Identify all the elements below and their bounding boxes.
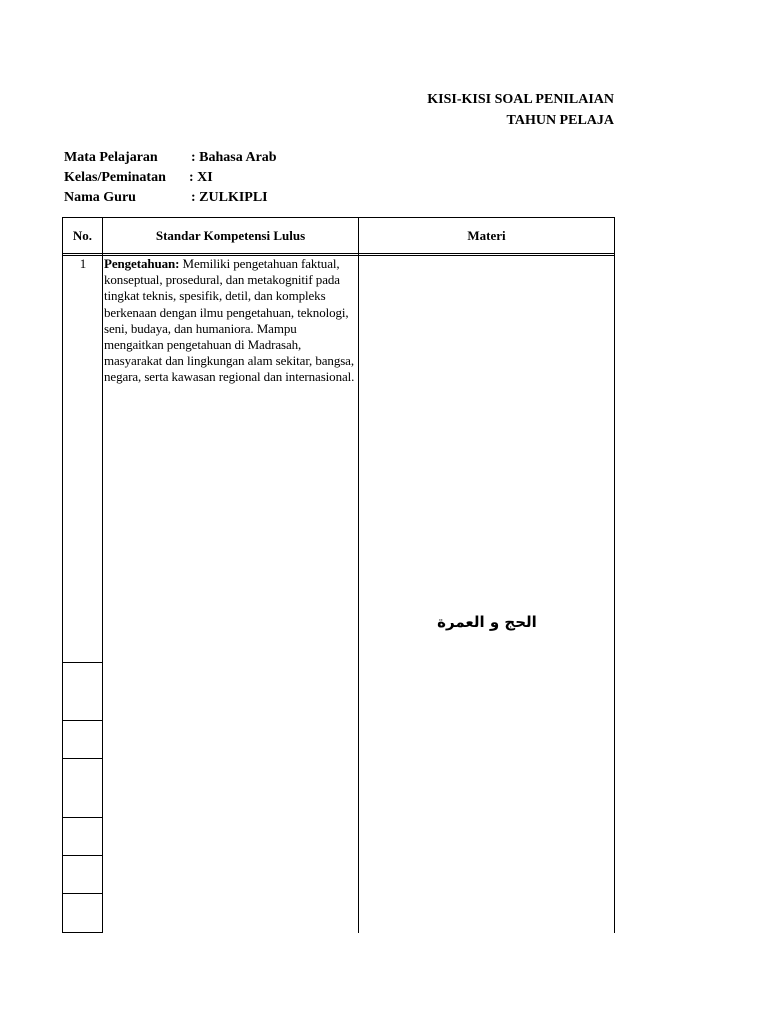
materi-text: الحج و العمرة [437,613,537,631]
column-divider-skl [358,217,359,933]
no-column-row-line [62,758,103,759]
header-no: No. [72,228,93,243]
skl-description [104,256,358,386]
header-divider [62,253,615,254]
table-border-right [614,217,615,933]
class-value: : XI [189,170,213,185]
document-subtitle: TAHUN PELAJA [506,113,614,128]
teacher-label: Nama Guru [64,190,136,205]
no-column-row-line [62,817,103,818]
teacher-value: : ZULKIPLI [191,190,268,205]
skl-heading: Pengetahuan: [104,256,180,271]
skl-body: Memiliki pengetahuan faktual, konseptual, prosedural, dan metakognitif pada tingkat teknis, spesifik, detil, dan kompleks berkenaan dengan ilmu pengetahuan, teknologi, seni, budaya, dan humaniora. Mampu mengaitkan pengetahuan di Madrasah, masyarakat dan lingkungan alam sekitar, bangsa, negara, serta kawasan regional dan internasional. [104,256,355,385]
row-number: 1 [79,256,87,271]
header-skl: Standar Kompetensi Lulus [155,228,306,243]
subject-label: Mata Pelajaran [64,150,158,165]
no-column-row-line [62,893,103,894]
table-border-left [62,217,63,933]
column-divider-no [102,217,103,933]
no-column-row-line [62,720,103,721]
subject-value: : Bahasa Arab [191,150,277,165]
no-column-row-line [62,932,103,933]
class-label: Kelas/Peminatan [64,170,166,185]
header-materi: Materi [467,228,506,243]
table-border-top [62,217,615,218]
no-column-row-line [62,662,103,663]
no-column-row-line [62,855,103,856]
document-title: KISI-KISI SOAL PENILAIAN [427,92,614,107]
